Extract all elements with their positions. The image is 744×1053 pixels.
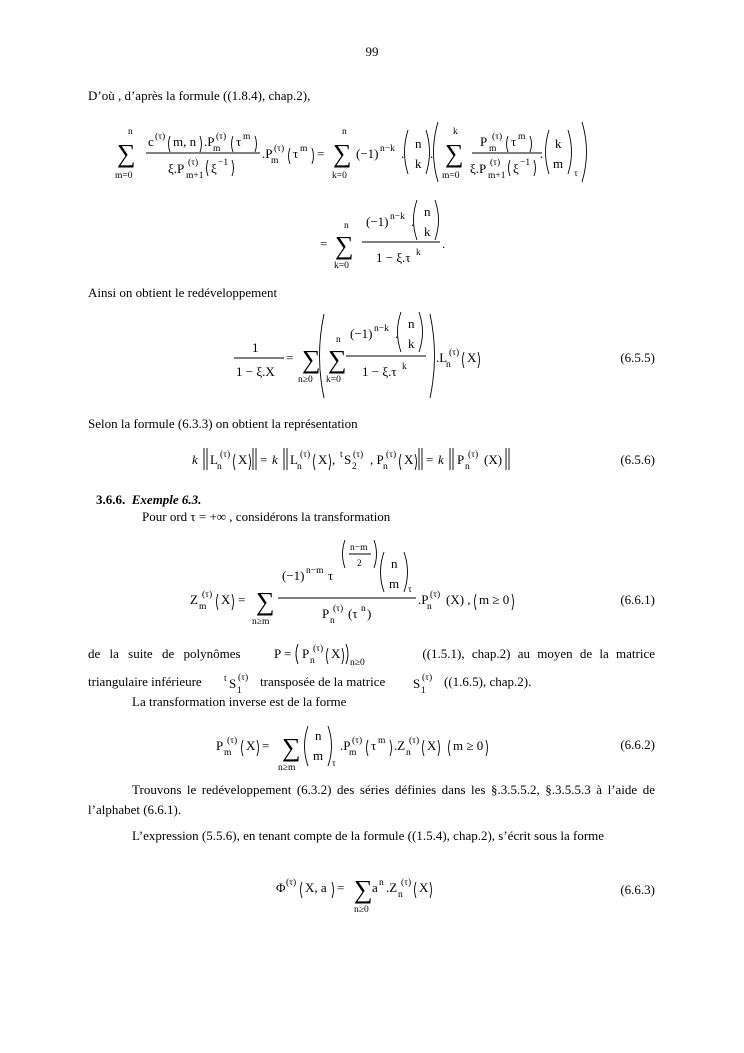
svg-text:(τ): (τ)	[333, 604, 344, 614]
svg-text:(τ): (τ)	[220, 450, 231, 460]
svg-text:X: X	[419, 880, 429, 895]
equation-number-6-5-5: (6.5.5)	[620, 350, 655, 365]
svg-text:∑: ∑	[354, 875, 373, 904]
svg-text:n: n	[315, 728, 322, 743]
svg-text:(−1): (−1)	[356, 146, 379, 161]
equation-6-6-3	[276, 870, 456, 918]
svg-text:(τ): (τ)	[490, 158, 501, 168]
svg-text:m: m	[224, 748, 232, 758]
svg-text:ξ: ξ	[211, 161, 217, 176]
intro-paragraph: D’où , d’après la formule ((1.8.4), chap.2),	[88, 88, 311, 103]
equation-6-6-1	[190, 538, 550, 630]
svg-text:L: L	[210, 452, 218, 467]
svg-text:k=0: k=0	[334, 261, 349, 271]
svg-text:∑: ∑	[335, 231, 354, 260]
svg-text:=: =	[426, 452, 434, 467]
svg-text:=: =	[320, 236, 328, 251]
svg-text:τ: τ	[236, 134, 242, 149]
svg-text:P: P	[457, 452, 465, 467]
svg-text:n: n	[297, 462, 302, 472]
svg-text:Φ: Φ	[276, 880, 286, 895]
svg-text:n: n	[336, 335, 341, 345]
tri-text-b: transposée de la matrice	[260, 674, 386, 689]
svg-text:c: c	[148, 134, 154, 149]
svg-text:m: m	[199, 602, 207, 612]
svg-text:(τ): (τ)	[238, 673, 249, 683]
svg-text:X: X	[467, 350, 477, 365]
svg-text:k: k	[272, 452, 278, 467]
svg-text:(τ): (τ)	[155, 132, 166, 142]
svg-text:n≥m: n≥m	[252, 617, 270, 627]
svg-text:k: k	[402, 362, 407, 372]
tri-text-c: ((1.6.5), chap.2).	[444, 674, 532, 689]
svg-text:L: L	[290, 452, 298, 467]
svg-text:t: t	[340, 450, 343, 460]
equation-6-5-6	[192, 442, 532, 476]
selon-paragraph: Selon la formule (6.3.3) on obtient la représentation	[88, 416, 358, 431]
svg-text:n−k: n−k	[374, 324, 389, 334]
svg-text:a: a	[372, 880, 378, 895]
svg-text:n: n	[465, 462, 470, 472]
svg-text:n: n	[398, 890, 403, 900]
svg-text:m ≥ 0: m ≥ 0	[479, 592, 510, 607]
svg-text:τ: τ	[371, 738, 377, 753]
svg-text:=: =	[238, 592, 246, 607]
svg-text:X: X	[331, 646, 341, 661]
svg-text:(τ): (τ)	[449, 348, 460, 358]
svg-text:n−k: n−k	[390, 212, 405, 222]
svg-text:∑: ∑	[117, 139, 136, 168]
ainsi-paragraph: Ainsi on obtient le redéveloppement	[88, 285, 278, 300]
svg-text:P: P	[322, 606, 330, 621]
suite-text-a: de la suite de polynômes	[88, 646, 241, 661]
svg-text:m+1: m+1	[488, 171, 506, 181]
svg-text:X: X	[221, 592, 231, 607]
svg-text:(−1): (−1)	[282, 568, 305, 583]
svg-text:(τ): (τ)	[468, 450, 479, 460]
svg-text:1 − ξ.τ: 1 − ξ.τ	[362, 364, 397, 379]
svg-text:k: k	[192, 452, 198, 467]
svg-text:(τ): (τ)	[216, 132, 227, 142]
equation-derivation-line2	[318, 198, 458, 272]
svg-text:n: n	[406, 748, 411, 758]
svg-text:X: X	[318, 452, 328, 467]
svg-text:τ: τ	[408, 585, 412, 595]
svg-text:(τ): (τ)	[409, 736, 420, 746]
svg-text:τ: τ	[511, 134, 517, 149]
svg-text:m: m	[271, 156, 279, 166]
svg-text:): )	[367, 606, 372, 621]
svg-text:.Z: .Z	[386, 880, 398, 895]
svg-text:n: n	[344, 221, 349, 231]
suite-text-b: ((1.5.1), chap.2) au moyen de la matrice	[422, 646, 655, 661]
svg-text:∑: ∑	[256, 587, 275, 616]
inverse-paragraph: La transformation inverse est de la forme	[132, 694, 347, 709]
suite-line	[88, 644, 655, 666]
svg-text:τ: τ	[293, 146, 299, 161]
svg-text:m: m	[518, 132, 526, 142]
svg-text:n−m: n−m	[306, 566, 324, 576]
svg-text:(τ): (τ)	[430, 590, 441, 600]
svg-text:k=0: k=0	[332, 171, 347, 181]
svg-text:X: X	[238, 452, 248, 467]
svg-text:P =: P =	[274, 646, 292, 661]
svg-text:∑: ∑	[282, 733, 301, 762]
tri-matrix	[413, 668, 443, 696]
svg-text:P: P	[216, 738, 224, 753]
svg-text:m: m	[389, 576, 400, 591]
pour-prefix: Pour	[142, 509, 170, 524]
equation-number-6-6-3: (6.6.3)	[620, 882, 655, 897]
svg-text:k: k	[415, 156, 422, 171]
svg-text:n: n	[342, 127, 347, 137]
suite-formula	[274, 638, 394, 668]
svg-text:1 − ξ.τ: 1 − ξ.τ	[376, 250, 411, 265]
svg-text:n−k: n−k	[380, 144, 395, 154]
svg-text:n: n	[128, 127, 133, 137]
triangulaire-line	[88, 670, 655, 694]
svg-text:(τ: (τ	[348, 606, 358, 621]
svg-text:X: X	[404, 452, 414, 467]
svg-text:.: .	[401, 146, 405, 161]
svg-text:n: n	[391, 556, 398, 571]
svg-text:(τ): (τ)	[353, 450, 364, 460]
svg-text:(τ): (τ)	[492, 132, 503, 142]
section-number: 3.6.6.	[96, 492, 126, 507]
svg-text:k: k	[408, 336, 415, 351]
svg-text:m=0: m=0	[442, 171, 460, 181]
svg-text:=: =	[286, 350, 294, 365]
svg-text:m ≥ 0: m ≥ 0	[453, 738, 484, 753]
svg-text:(τ): (τ)	[401, 878, 412, 888]
svg-text:∑: ∑	[302, 345, 321, 374]
equation-number-6-5-6: (6.5.6)	[620, 452, 655, 467]
svg-text:(τ): (τ)	[202, 590, 213, 600]
svg-text:m: m	[489, 144, 497, 154]
svg-text:1 − ξ.X: 1 − ξ.X	[236, 364, 275, 379]
svg-text:,: ,	[332, 452, 336, 467]
svg-text:.P: .P	[262, 146, 273, 161]
svg-text:m: m	[378, 736, 386, 746]
svg-text:k: k	[438, 452, 444, 467]
svg-text:n: n	[217, 462, 222, 472]
svg-text:n: n	[415, 136, 422, 151]
svg-text:ξ: ξ	[513, 161, 519, 176]
svg-text:m: m	[313, 748, 324, 763]
equation-6-5-5	[232, 308, 532, 404]
svg-text:−1: −1	[520, 158, 531, 168]
svg-text:1: 1	[252, 340, 259, 355]
svg-text:(τ): (τ)	[188, 158, 199, 168]
svg-text:n≥0: n≥0	[298, 375, 313, 385]
equation-derivation-line1	[112, 118, 632, 184]
svg-text:(X): (X)	[484, 452, 503, 467]
svg-text:n: n	[379, 878, 384, 888]
svg-text:.: .	[430, 146, 434, 161]
pour-line	[142, 509, 390, 525]
svg-text:ξ.P: ξ.P	[470, 161, 487, 176]
svg-text:∑: ∑	[328, 345, 347, 374]
svg-text:.: .	[540, 146, 544, 161]
trouvons-paragraph: Trouvons le redéveloppement (6.3.2) des séries définies dans les §.3.5.5.2, §.3.5.5.3 à l’aide de l’alphabet (6.6.1).	[88, 782, 655, 817]
svg-text:=: =	[260, 452, 268, 467]
svg-text:k=0: k=0	[326, 375, 341, 385]
svg-text:(τ): (τ)	[227, 736, 238, 746]
svg-text:(τ): (τ)	[386, 450, 397, 460]
svg-text:.: .	[411, 214, 415, 229]
svg-text:.P: .P	[204, 134, 215, 149]
svg-text:=: =	[337, 880, 345, 895]
svg-text:∑: ∑	[445, 139, 464, 168]
svg-text:τ: τ	[574, 169, 578, 179]
svg-text:Z: Z	[190, 592, 198, 607]
svg-text:.: .	[395, 326, 399, 341]
svg-text:m+1: m+1	[186, 171, 204, 181]
svg-text:=: =	[317, 146, 325, 161]
svg-text:n: n	[361, 604, 366, 614]
section-heading	[96, 492, 201, 508]
svg-text:n: n	[310, 656, 315, 666]
svg-text:S: S	[229, 676, 237, 691]
svg-text:m: m	[213, 144, 221, 154]
svg-text:=: =	[262, 738, 270, 753]
svg-text:X: X	[427, 738, 437, 753]
svg-text:n: n	[383, 462, 388, 472]
svg-text:∑: ∑	[333, 139, 352, 168]
svg-text:(τ): (τ)	[286, 878, 297, 888]
svg-text:t: t	[224, 674, 227, 684]
svg-text:(τ): (τ)	[300, 450, 311, 460]
svg-text:.Z: .Z	[394, 738, 406, 753]
svg-text:m: m	[243, 132, 251, 142]
svg-text:X, a: X, a	[305, 880, 327, 895]
svg-text:1: 1	[421, 686, 426, 696]
svg-text:(τ): (τ)	[274, 144, 285, 154]
equation-6-6-2	[216, 722, 526, 774]
svg-text:(τ): (τ)	[422, 673, 433, 683]
tri-text-a: triangulaire inférieure	[88, 674, 202, 689]
svg-text:.: .	[442, 236, 446, 251]
svg-text:(X) ,: (X) ,	[446, 592, 471, 607]
tri-matrix-t	[224, 668, 264, 696]
svg-text:n: n	[330, 616, 335, 626]
svg-text:.L: .L	[436, 350, 448, 365]
svg-text:2: 2	[352, 462, 357, 472]
page-number: 99	[365, 44, 379, 59]
svg-text:n: n	[427, 602, 432, 612]
pour-math: ord τ = +∞	[169, 509, 227, 524]
svg-text:m, n: m, n	[173, 134, 197, 149]
svg-text:m=0: m=0	[115, 171, 133, 181]
svg-text:(−1): (−1)	[350, 326, 373, 341]
svg-text:m: m	[349, 748, 357, 758]
svg-text:n: n	[424, 204, 431, 219]
section-title: Exemple 6.3.	[131, 492, 202, 507]
svg-text:S: S	[413, 676, 421, 691]
svg-text:n: n	[408, 316, 415, 331]
svg-text:2: 2	[357, 559, 362, 569]
svg-text:.P: .P	[418, 592, 429, 607]
svg-text:n−m: n−m	[350, 543, 368, 553]
svg-text:(τ): (τ)	[313, 644, 324, 654]
svg-text:k: k	[416, 248, 421, 258]
equation-number-6-6-2: (6.6.2)	[620, 737, 655, 752]
pour-suffix: , considérons la transformation	[226, 509, 391, 524]
svg-text:n≥0: n≥0	[354, 905, 369, 915]
svg-text:k: k	[453, 127, 458, 137]
svg-text:1: 1	[237, 686, 242, 696]
svg-text:n: n	[446, 360, 451, 370]
svg-text:−1: −1	[218, 158, 229, 168]
svg-text:τ: τ	[332, 759, 336, 769]
svg-text:X: X	[246, 738, 256, 753]
svg-text:P: P	[480, 134, 488, 149]
svg-text:, P: , P	[370, 452, 384, 467]
svg-text:S: S	[344, 452, 352, 467]
svg-text:m: m	[300, 144, 308, 154]
svg-text:m: m	[553, 156, 564, 171]
svg-text:n≥m: n≥m	[278, 763, 296, 773]
svg-text:k: k	[424, 224, 431, 239]
svg-text:ξ.P: ξ.P	[168, 161, 185, 176]
expression-paragraph: L’expression (5.5.6), en tenant compte de la formule ((1.5.4), chap.2), s’écrit sous la forme	[132, 828, 605, 843]
svg-text:n≥0: n≥0	[350, 658, 365, 668]
svg-text:(τ): (τ)	[352, 736, 363, 746]
svg-text:k: k	[555, 136, 562, 151]
equation-number-6-6-1: (6.6.1)	[620, 592, 655, 607]
svg-text:τ: τ	[328, 568, 334, 583]
svg-text:(−1): (−1)	[366, 214, 389, 229]
svg-text:.P: .P	[340, 738, 351, 753]
svg-text:P: P	[302, 646, 310, 661]
